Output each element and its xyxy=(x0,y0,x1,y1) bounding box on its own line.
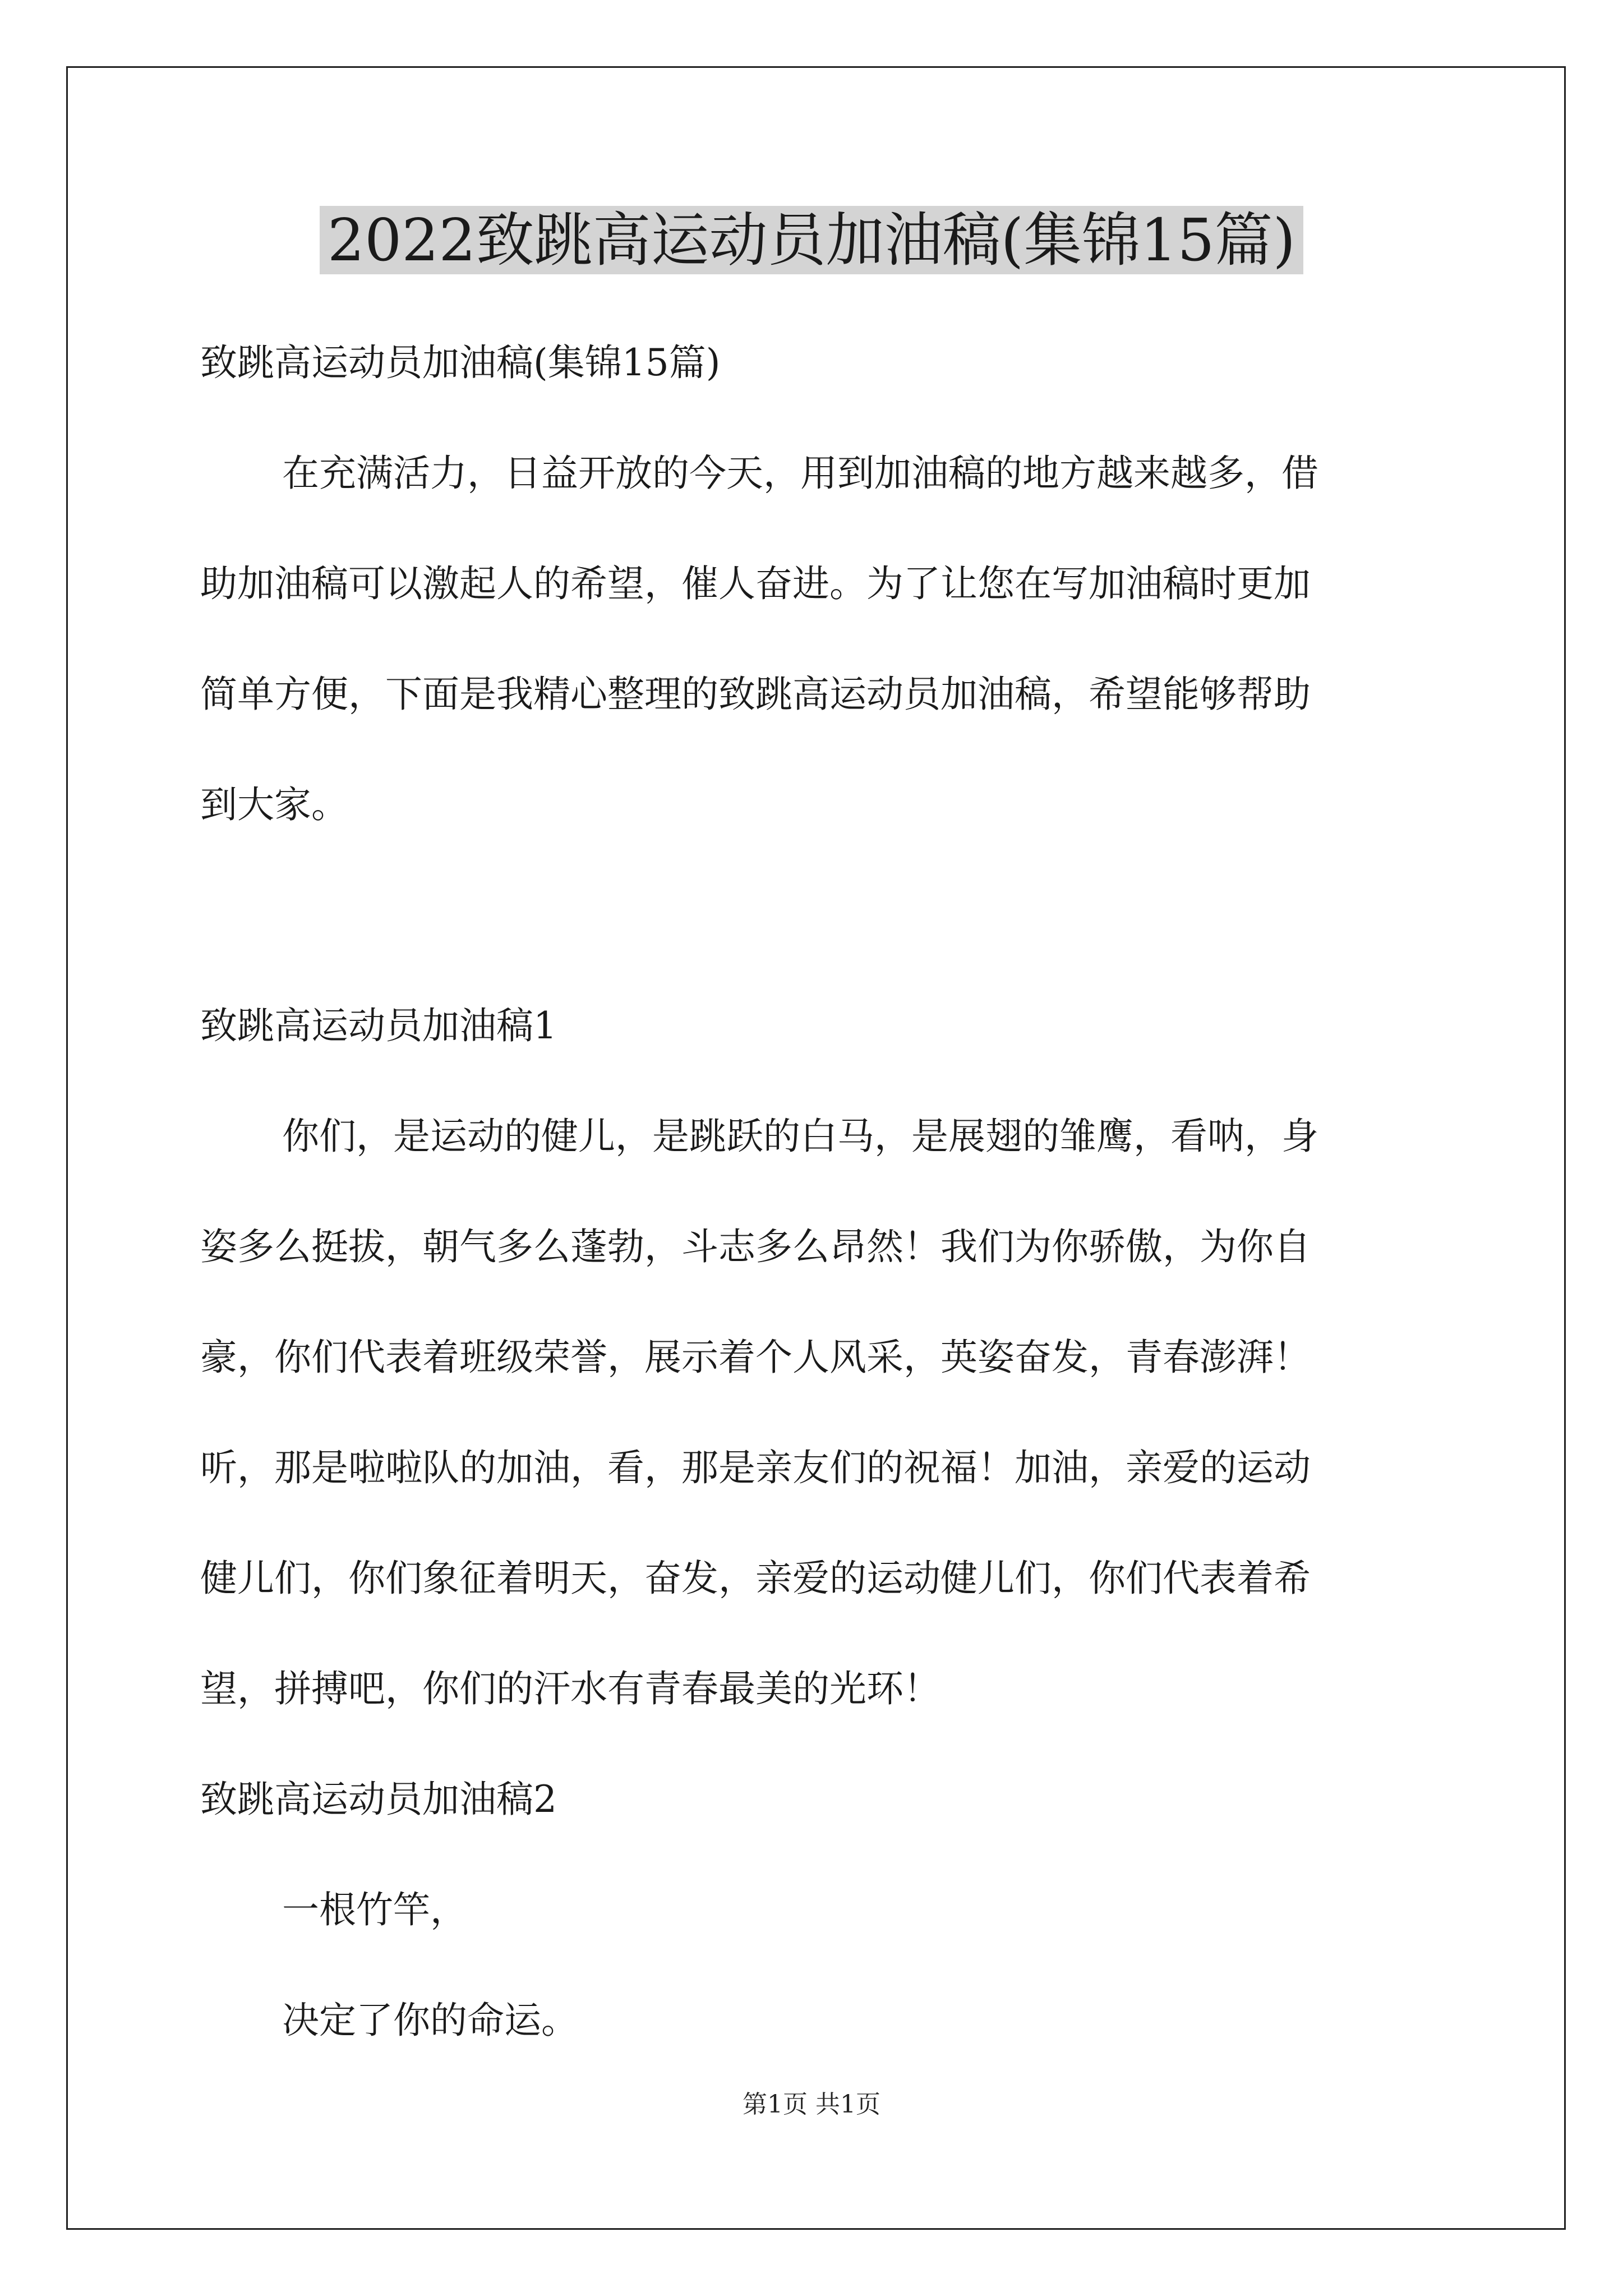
document-title xyxy=(0,201,1623,279)
section-heading: 致跳高运动员加油稿2 xyxy=(200,1778,557,1821)
intro-line: 助加油稿可以激起人的希望，催人奋进。为了让您在写加油稿时更加 xyxy=(200,562,1311,605)
intro-line: 在充满活力，日益开放的今天，用到加油稿的地方越来越多，借 xyxy=(282,452,1318,495)
section-line: 健儿们，你们象征着明天，奋发，亲爱的运动健儿们，你们代表着希 xyxy=(200,1557,1311,1600)
section-line: 决定了你的命运。 xyxy=(282,1999,578,2042)
section-line: 你们，是运动的健儿，是跳跃的白马，是展翅的雏鹰，看呐，身 xyxy=(282,1115,1318,1158)
intro-line: 简单方便，下面是我精心整理的致跳高运动员加油稿，希望能够帮助 xyxy=(200,673,1311,716)
paragraph-gap xyxy=(200,860,1434,970)
page-number-text: 第1页 共1页 xyxy=(743,2090,880,2119)
document-body xyxy=(200,307,1434,2076)
subtitle: 致跳高运动员加油稿(集锦15篇) xyxy=(200,341,721,384)
section-line: 姿多么挺拔，朝气多么蓬勃，斗志多么昂然！我们为你骄傲，为你自 xyxy=(200,1225,1311,1268)
page-footer xyxy=(0,2088,1623,2122)
section-line: 听，那是啦啦队的加油，看，那是亲友们的祝福！加油，亲爱的运动 xyxy=(200,1446,1311,1489)
section-line: 望，拼搏吧，你们的汗水有青春最美的光环！ xyxy=(200,1667,940,1710)
section-heading: 致跳高运动员加油稿1 xyxy=(200,1004,557,1047)
section-line: 豪，你们代表着班级荣誉，展示着个人风采，英姿奋发，青春澎湃！ xyxy=(200,1336,1311,1379)
intro-line: 到大家。 xyxy=(200,783,348,826)
section-line: 一根竹竿， xyxy=(282,1888,467,1931)
document-title-text: 2022致跳高运动员加油稿(集锦15篇) xyxy=(320,206,1303,274)
